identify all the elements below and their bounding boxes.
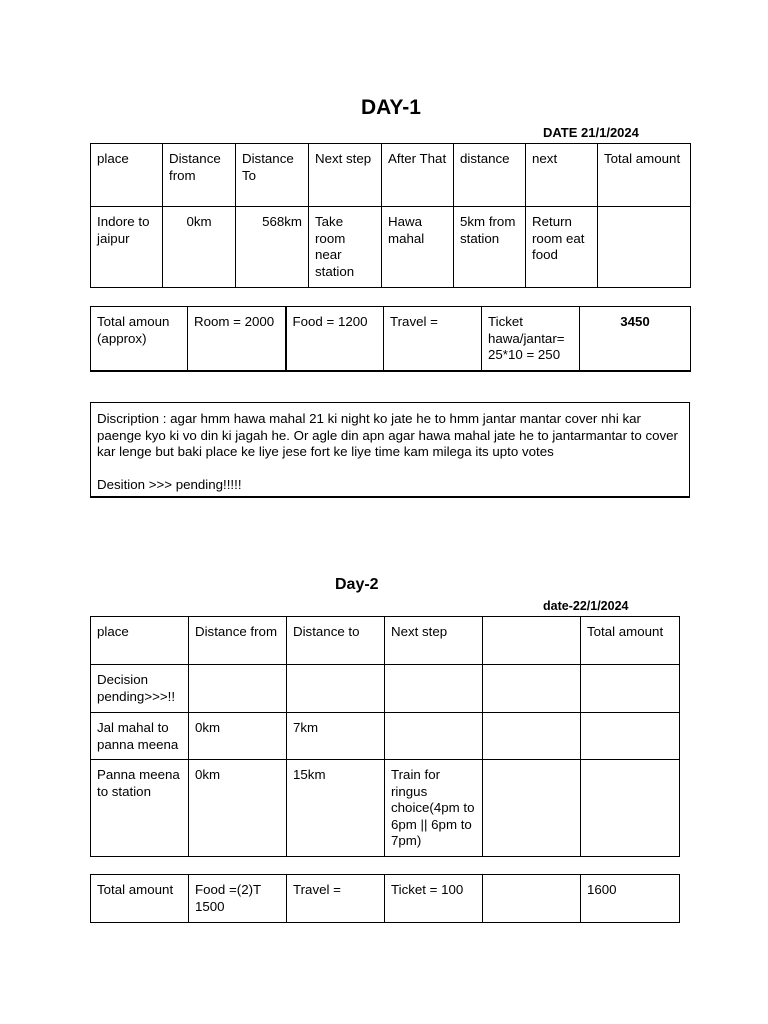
table-cell [581, 665, 680, 713]
table-cell: Train for ringus choice(4pm to 6pm || 6pm to 7pm) [385, 760, 483, 857]
table-cell: 5km from station [454, 207, 526, 288]
table-cell [483, 665, 581, 713]
table-cell: Travel = [384, 307, 482, 371]
day2-date: date-22/1/2024 [543, 599, 629, 613]
table-cell [598, 207, 691, 288]
table-cell: 568km [236, 207, 309, 288]
table-cell [483, 713, 581, 760]
table-cell: Indore to jaipur [91, 207, 163, 288]
table-cell: Decision pending>>>!! [91, 665, 189, 713]
table-row [91, 713, 680, 760]
day1-description-box [90, 402, 690, 498]
table-cell: Ticket = 100 [385, 875, 483, 923]
header-cell [483, 617, 581, 665]
table-cell: Total amount [91, 875, 189, 923]
table-cell [483, 760, 581, 857]
header-cell: place [91, 617, 189, 665]
header-cell: Distance from [163, 144, 236, 207]
table-cell: Jal mahal to panna meena [91, 713, 189, 760]
table-cell: 0km [189, 760, 287, 857]
header-cell: Total amount [598, 144, 691, 207]
table-cell: Room = 2000 [188, 307, 286, 371]
decision-text: Desition >>> pending!!!!! [97, 476, 242, 492]
day2-title: Day-2 [335, 576, 379, 593]
table-cell [385, 713, 483, 760]
table-cell: 0km [163, 207, 236, 288]
table-cell: Travel = [287, 875, 385, 923]
header-cell: Total amount [581, 617, 680, 665]
table-header-row [91, 144, 691, 207]
table-cell: Ticket hawa/jantar= 25*10 = 250 [482, 307, 580, 371]
table-cell: Return room eat food [526, 207, 598, 288]
table-cell [189, 665, 287, 713]
table-cell: Total amoun (approx) [91, 307, 188, 371]
table-cell [287, 665, 385, 713]
table-cell: 7km [287, 713, 385, 760]
header-cell: Next step [309, 144, 382, 207]
grand-total-cell: 1600 [581, 875, 680, 923]
table-cell: 0km [189, 713, 287, 760]
description-text: Discription : agar hmm hawa mahal 21 ki night ko jate he to hmm jantar mantar cover nhi kar paenge kyo ki vo din ki jagah he. Or agle din apn agar hawa mahal jate he to jantarmantar to cover kar lenge but baki place ke liye jese fort ke liye time kam milega its upto votes [97, 411, 678, 459]
day1-totals-table [90, 306, 691, 372]
header-cell: Distance to [287, 617, 385, 665]
table-cell: Take room near station [309, 207, 382, 288]
table-cell [483, 875, 581, 923]
day1-title: DAY-1 [361, 96, 421, 119]
table-row [91, 665, 680, 713]
table-cell: Food =(2)T 1500 [189, 875, 287, 923]
header-cell: After That [382, 144, 454, 207]
table-cell [581, 713, 680, 760]
header-cell: Next step [385, 617, 483, 665]
day2-schedule-table [90, 616, 680, 857]
table-row [91, 760, 680, 857]
table-cell: 15km [287, 760, 385, 857]
table-cell: Hawa mahal [382, 207, 454, 288]
header-cell: next [526, 144, 598, 207]
totals-row [91, 875, 680, 923]
header-cell: place [91, 144, 163, 207]
header-cell: Distance from [189, 617, 287, 665]
totals-row [91, 307, 691, 371]
header-cell: Distance To [236, 144, 309, 207]
grand-total-cell: 3450 [580, 307, 691, 371]
day1-schedule-table [90, 143, 691, 288]
table-cell [581, 760, 680, 857]
table-cell [385, 665, 483, 713]
table-cell: Panna meena to station [91, 760, 189, 857]
table-header-row [91, 617, 680, 665]
day2-totals-table [90, 874, 680, 923]
table-row [91, 207, 691, 288]
table-cell: Food = 1200 [286, 307, 384, 371]
header-cell: distance [454, 144, 526, 207]
day1-date: DATE 21/1/2024 [543, 125, 639, 140]
